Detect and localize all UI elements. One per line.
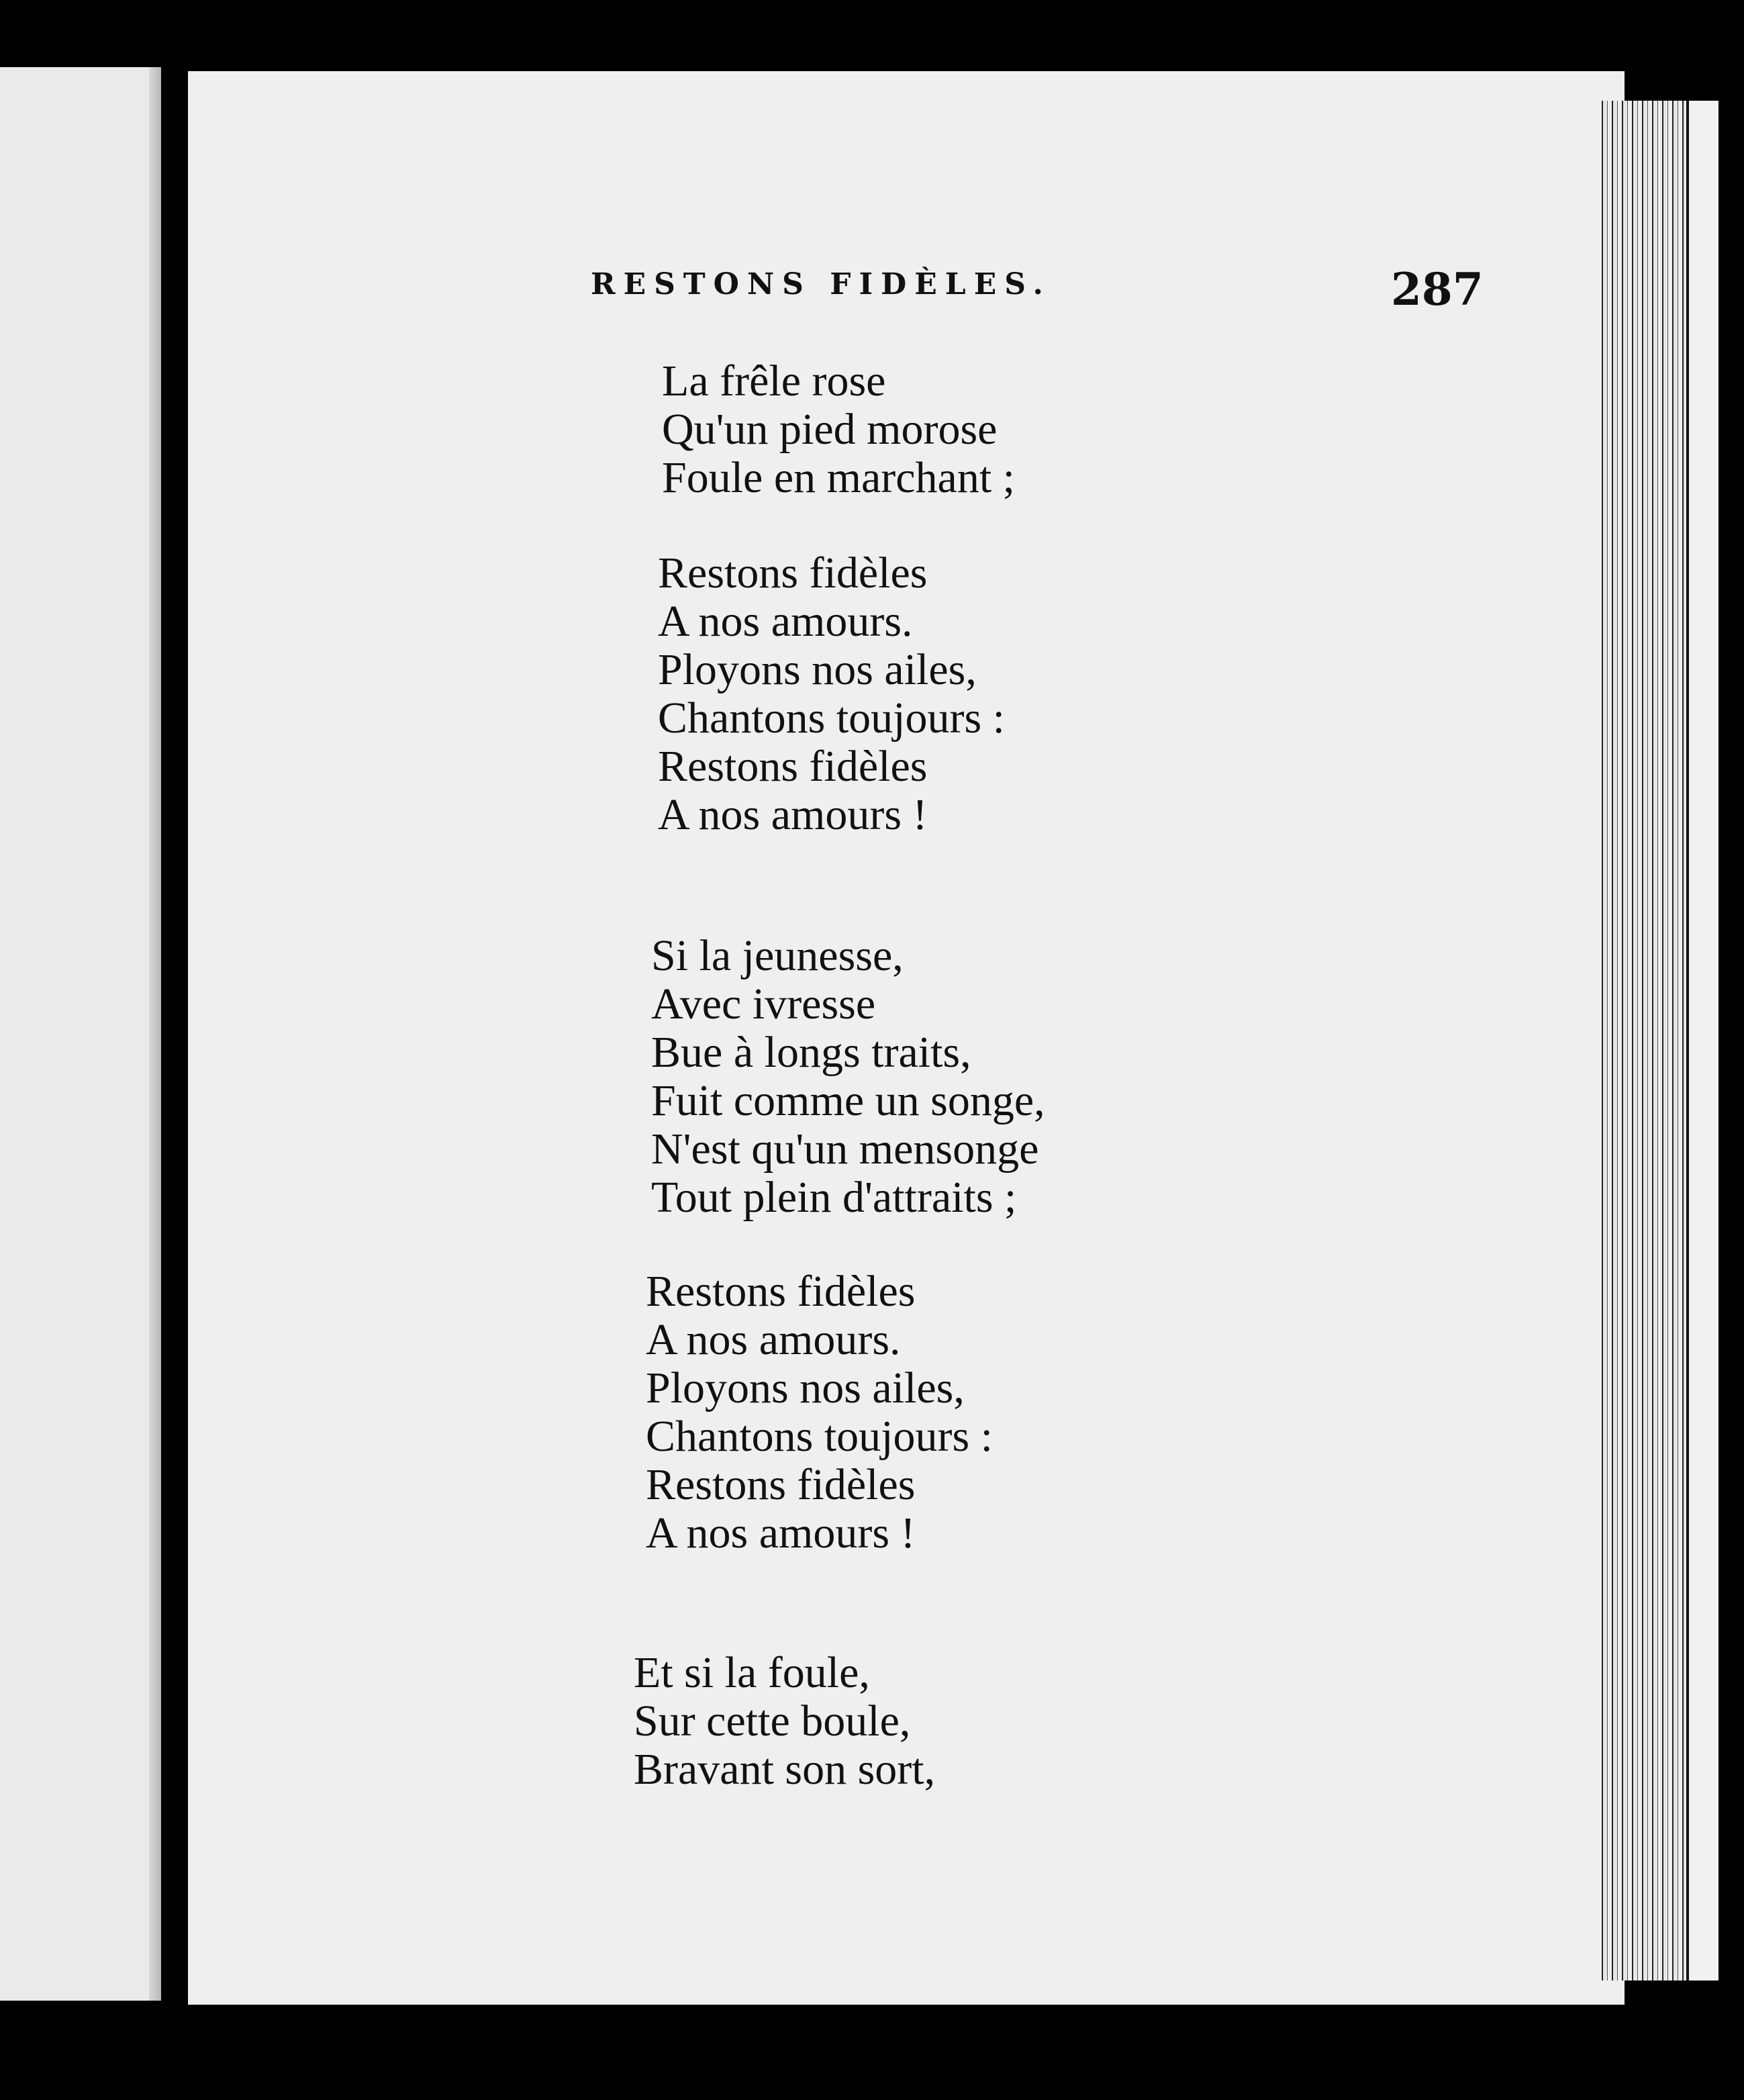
poem-line: Et si la foule,	[634, 1648, 870, 1697]
poem-line: Bravant son sort,	[634, 1745, 936, 1794]
poem-line: Restons fidèles	[646, 1460, 916, 1509]
poem-line: Restons fidèles	[658, 742, 928, 791]
poem-line: Ployons nos ailes,	[646, 1364, 965, 1413]
poem-line: Tout plein d'attraits ;	[651, 1173, 1017, 1222]
poem-line: N'est qu'un mensonge	[651, 1125, 1039, 1174]
poem-line: A nos amours.	[646, 1315, 901, 1364]
running-title: RESTONS FIDÈLES.	[591, 267, 1051, 301]
poem-line: Sur cette boule,	[634, 1697, 911, 1746]
page-number: 287	[1391, 263, 1484, 316]
poem-line: La frêle rose	[662, 356, 886, 405]
stanza-5	[634, 1649, 935, 1794]
poem-line: Chantons toujours :	[646, 1412, 994, 1461]
stanza-1	[662, 357, 1015, 502]
stanza-2-refrain	[658, 549, 1005, 839]
left-page-edge	[0, 67, 161, 2001]
poem-line: Restons fidèles	[658, 548, 928, 598]
poem-line: Foule en marchant ;	[662, 453, 1016, 502]
poem-line: Avec ivresse	[651, 980, 876, 1029]
book-gutter	[161, 0, 188, 2100]
poem-line: Bue à longs traits,	[651, 1028, 971, 1077]
poem-line: Si la jeunesse,	[651, 931, 904, 980]
stanza-4-refrain	[646, 1268, 993, 1558]
poem-line: A nos amours.	[658, 597, 913, 646]
poem-line: Restons fidèles	[646, 1267, 916, 1316]
poem-line: Ployons nos ailes,	[658, 645, 977, 694]
poem-line: Qu'un pied morose	[662, 405, 998, 454]
poem-line: Fuit comme un songe,	[651, 1076, 1045, 1125]
page-stack-edges	[1598, 101, 1718, 1980]
poem-line: A nos amours !	[658, 790, 928, 839]
stanza-3	[651, 932, 1045, 1222]
poem-line: A nos amours !	[646, 1509, 916, 1558]
poem-line: Chantons toujours :	[658, 694, 1006, 743]
